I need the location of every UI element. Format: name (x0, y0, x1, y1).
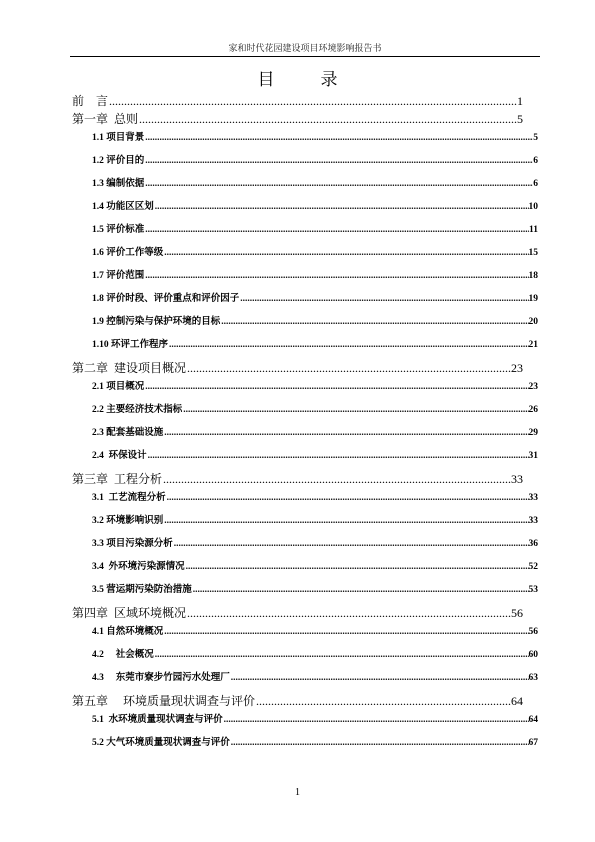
dot-leader (138, 112, 517, 126)
report-title: 家和时代花园建设项目环境影响报告书 (228, 43, 382, 53)
toc-entry-page-number: 18 (528, 271, 538, 281)
toc-section-entry[interactable] (72, 550, 538, 573)
dot-leader (163, 515, 528, 527)
toc-entry-label: 5.1 水环境质量现状调查与评价 (92, 715, 223, 725)
toc-section-entry[interactable] (72, 726, 538, 749)
toc-entry-label: 第五章 环境质量现状调查与评价 (72, 694, 256, 708)
toc-section-entry[interactable] (72, 190, 538, 213)
toc-entry-page-number: 11 (529, 225, 538, 235)
toc-section-entry[interactable] (72, 573, 538, 596)
dot-leader (144, 270, 528, 282)
toc-entry-label: 3.1 工艺流程分析 (92, 493, 166, 503)
toc-heading: 目 录 (257, 70, 342, 89)
toc-entry-label: 第一章 总则 (72, 112, 139, 126)
toc-section-entry[interactable] (72, 328, 538, 351)
toc-entry-label: 1.7 评价范围 (92, 271, 145, 281)
toc-entry-page-number: 33 (528, 516, 538, 526)
dot-leader (192, 584, 529, 596)
dot-leader (154, 649, 529, 661)
toc-section-entry[interactable] (72, 638, 538, 661)
toc-entry-page-number: 63 (528, 673, 538, 683)
toc-section-entry[interactable] (72, 126, 538, 144)
toc-section-entry[interactable] (72, 282, 538, 305)
toc-entry-label: 第四章 区域环境概况 (72, 606, 187, 620)
toc-section-entry[interactable] (72, 236, 538, 259)
toc-entry-page-number: 10 (528, 202, 538, 212)
toc-entry-label: 3.4 外环境污染源情况 (92, 562, 185, 572)
dot-leader (144, 224, 529, 236)
toc-entry-page-number: 52 (528, 562, 538, 572)
toc-entry-label: 1.8 评价时段、评价重点和评价因子 (92, 294, 240, 304)
toc-entry-label: 第二章 建设项目概况 (72, 361, 187, 375)
toc-entry-label: 3.2 环境影响识别 (92, 516, 164, 526)
dot-leader (223, 714, 529, 726)
toc-section-entry[interactable] (72, 661, 538, 684)
dot-leader (154, 201, 529, 213)
toc-entry-label: 2.1 项目概况 (92, 382, 145, 392)
dot-leader (230, 737, 529, 749)
toc-section-entry[interactable] (72, 213, 538, 236)
dot-leader (147, 450, 529, 462)
toc-entry-label: 第三章 工程分析 (72, 472, 163, 486)
dot-leader (220, 316, 528, 328)
toc-entry-page-number: 36 (528, 539, 538, 549)
toc-list (72, 84, 538, 749)
toc-section-entry[interactable] (72, 527, 538, 550)
toc-section-entry[interactable] (72, 305, 538, 328)
toc-chapter-entry[interactable] (72, 596, 523, 620)
toc-chapter-entry[interactable] (72, 108, 523, 126)
toc-entry-label: 1.2 评价目的 (92, 156, 145, 166)
dot-leader (255, 694, 511, 708)
toc-entry-label: 3.3 项目污染源分析 (92, 539, 173, 549)
toc-entry-label: 1.10 环评工作程序 (92, 340, 169, 350)
toc-section-entry[interactable] (72, 504, 538, 527)
dot-leader (144, 381, 528, 393)
toc-entry-label: 1.4 功能区区划 (92, 202, 154, 212)
toc-entry-page-number: 5 (517, 112, 523, 126)
toc-chapter-entry[interactable] (72, 84, 523, 108)
toc-entry-label: 4.3 东莞市寮步竹园污水处理厂 (92, 673, 230, 683)
toc-entry-label: 2.4 环保设计 (92, 451, 147, 461)
dot-leader (185, 561, 529, 573)
toc-section-entry[interactable] (72, 620, 538, 638)
toc-entry-page-number: 19 (528, 294, 538, 304)
toc-entry-label: 1.6 评价工作等级 (92, 248, 164, 258)
toc-entry-page-number: 64 (511, 694, 523, 708)
toc-entry-page-number: 26 (528, 405, 538, 415)
toc-entry-page-number: 56 (528, 627, 538, 637)
toc-section-entry[interactable] (72, 375, 538, 393)
toc-entry-page-number: 6 (533, 156, 538, 166)
toc-entry-page-number: 1 (517, 94, 523, 108)
toc-section-entry[interactable] (72, 167, 538, 190)
toc-entry-label: 5.2 大气环境质量现状调查与评价 (92, 738, 230, 748)
toc-entry-page-number: 20 (528, 317, 538, 327)
toc-entry-page-number: 33 (528, 493, 538, 503)
toc-entry-label: 1.9 控制污染与保护环境的目标 (92, 317, 221, 327)
toc-entry-page-number: 53 (528, 585, 538, 595)
dot-leader (173, 538, 529, 550)
toc-section-entry[interactable] (72, 486, 538, 504)
toc-entry-page-number: 29 (528, 428, 538, 438)
toc-entry-page-number: 64 (528, 715, 538, 725)
dot-leader (162, 472, 511, 486)
dot-leader (239, 293, 528, 305)
dot-leader (163, 247, 528, 259)
toc-entry-page-number: 5 (533, 133, 538, 143)
toc-entry-page-number: 67 (528, 738, 538, 748)
dot-leader (186, 606, 511, 620)
dot-leader (163, 427, 528, 439)
toc-entry-page-number: 21 (528, 340, 538, 350)
dot-leader (108, 94, 517, 108)
dot-leader (144, 155, 533, 167)
toc-entry-page-number: 60 (528, 650, 538, 660)
dot-leader (186, 361, 511, 375)
toc-entry-page-number: 33 (511, 472, 523, 486)
toc-entry-label: 1.5 评价标准 (92, 225, 145, 235)
toc-section-entry[interactable] (72, 144, 538, 167)
toc-chapter-entry[interactable] (72, 351, 523, 375)
toc-entry-label: 1.3 编制依据 (92, 179, 145, 189)
dot-leader (163, 626, 528, 638)
toc-entry-label: 4.1 自然环境概况 (92, 627, 164, 637)
dot-leader (168, 339, 528, 351)
toc-entry-label: 2.3 配套基础设施 (92, 428, 164, 438)
toc-entry-page-number: 6 (533, 179, 538, 189)
toc-entry-page-number: 15 (528, 248, 538, 258)
dot-leader (144, 132, 533, 144)
page-number: 1 (295, 787, 300, 798)
dot-leader (144, 178, 533, 190)
dot-leader (166, 492, 529, 504)
toc-section-entry[interactable] (72, 708, 538, 726)
toc-entry-page-number: 23 (528, 382, 538, 392)
dot-leader (230, 672, 529, 684)
toc-section-entry[interactable] (72, 439, 538, 462)
toc-entry-page-number: 23 (511, 361, 523, 375)
dot-leader (182, 404, 528, 416)
toc-entry-label: 4.2 社会概况 (92, 650, 154, 660)
toc-chapter-entry[interactable] (72, 462, 523, 486)
running-header (70, 40, 540, 57)
toc-section-entry[interactable] (72, 416, 538, 439)
toc-entry-label: 2.2 主要经济技术指标 (92, 405, 183, 415)
toc-section-entry[interactable] (72, 259, 538, 282)
toc-entry-label: 3.5 营运期污染防治措施 (92, 585, 192, 595)
toc-chapter-entry[interactable] (72, 684, 523, 708)
toc-entry-label: 前 言 (72, 94, 109, 108)
toc-entry-page-number: 56 (511, 606, 523, 620)
toc-entry-page-number: 31 (528, 451, 538, 461)
toc-entry-label: 1.1 项目背景 (92, 133, 145, 143)
toc-section-entry[interactable] (72, 393, 538, 416)
